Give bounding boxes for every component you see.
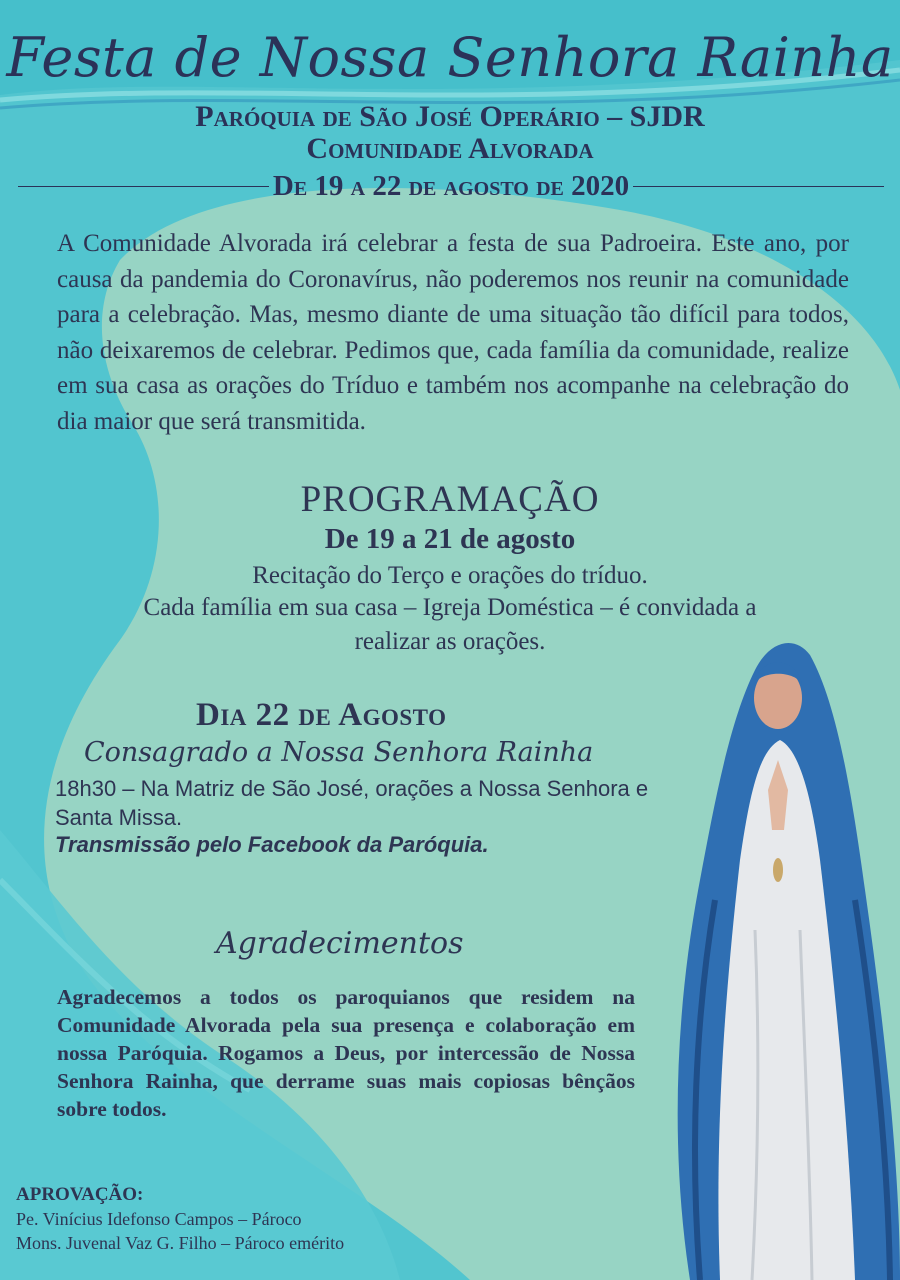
event-dates-text: De 19 a 22 de agosto de 2020 bbox=[272, 170, 630, 202]
program-line-2: Cada família em sua casa – Igreja Doméstica – é convidada a bbox=[143, 594, 757, 621]
program-dates: De 19 a 21 de agosto bbox=[324, 523, 576, 555]
approval-label: APROVAÇÃO: bbox=[16, 1184, 144, 1205]
program-line-1: Recitação do Terço e orações do tríduo. bbox=[252, 562, 648, 589]
divider-right bbox=[633, 186, 884, 188]
parish-name: Paróquia de São José Operário – SJDR bbox=[195, 100, 705, 133]
day22-heading: Dia 22 de Agosto bbox=[196, 697, 447, 733]
thanks-paragraph: Agradecemos a todos os paroquianos que residem na Comunidade Alvorada pela sua presença e colaboração em nossa Paróquia. Rogamos a Deus, por intercessão de Nossa Senhora Rainha, que derrame suas mais copiosas bênçãos sobre todos. bbox=[57, 985, 635, 1121]
day22-mass-info: 18h30 – Na Matriz de São José, orações a Nossa Senhora e Santa Missa. bbox=[55, 776, 649, 830]
event-dates bbox=[18, 170, 884, 203]
approval-emeritus: Mons. Juvenal Vaz G. Filho – Pároco emérito bbox=[16, 1233, 345, 1253]
program-heading: PROGRAMAÇÃO bbox=[300, 479, 600, 520]
day22-subtitle: Consagrado a Nossa Senhora Rainha bbox=[84, 737, 594, 768]
community-name: Comunidade Alvorada bbox=[306, 132, 594, 165]
day22-transmission: Transmissão pelo Facebook da Paróquia. bbox=[55, 832, 489, 857]
approval-pastor: Pe. Vinícius Idefonso Campos – Pároco bbox=[16, 1209, 302, 1229]
flyer-title: Festa de Nossa Senhora Rainha bbox=[6, 26, 894, 89]
program-line-3: realizar as orações. bbox=[354, 628, 546, 655]
virgin-mary-statue-image bbox=[660, 630, 900, 1280]
intro-paragraph: A Comunidade Alvorada irá celebrar a festa de sua Padroeira. Este ano, por causa da pandemia do Coronavírus, não poderemos nos reunir na comunidade para a celebração. Mas, mesmo diante de uma situação tão difícil para todos, não deixaremos de celebrar. Pedimos que, cada família da comunidade, realize em sua casa as orações do Tríduo e também nos acompanhe na celebração do dia maior que será transmitida. bbox=[57, 230, 849, 435]
thanks-heading: Agradecimentos bbox=[216, 926, 464, 961]
divider-left bbox=[18, 186, 269, 188]
